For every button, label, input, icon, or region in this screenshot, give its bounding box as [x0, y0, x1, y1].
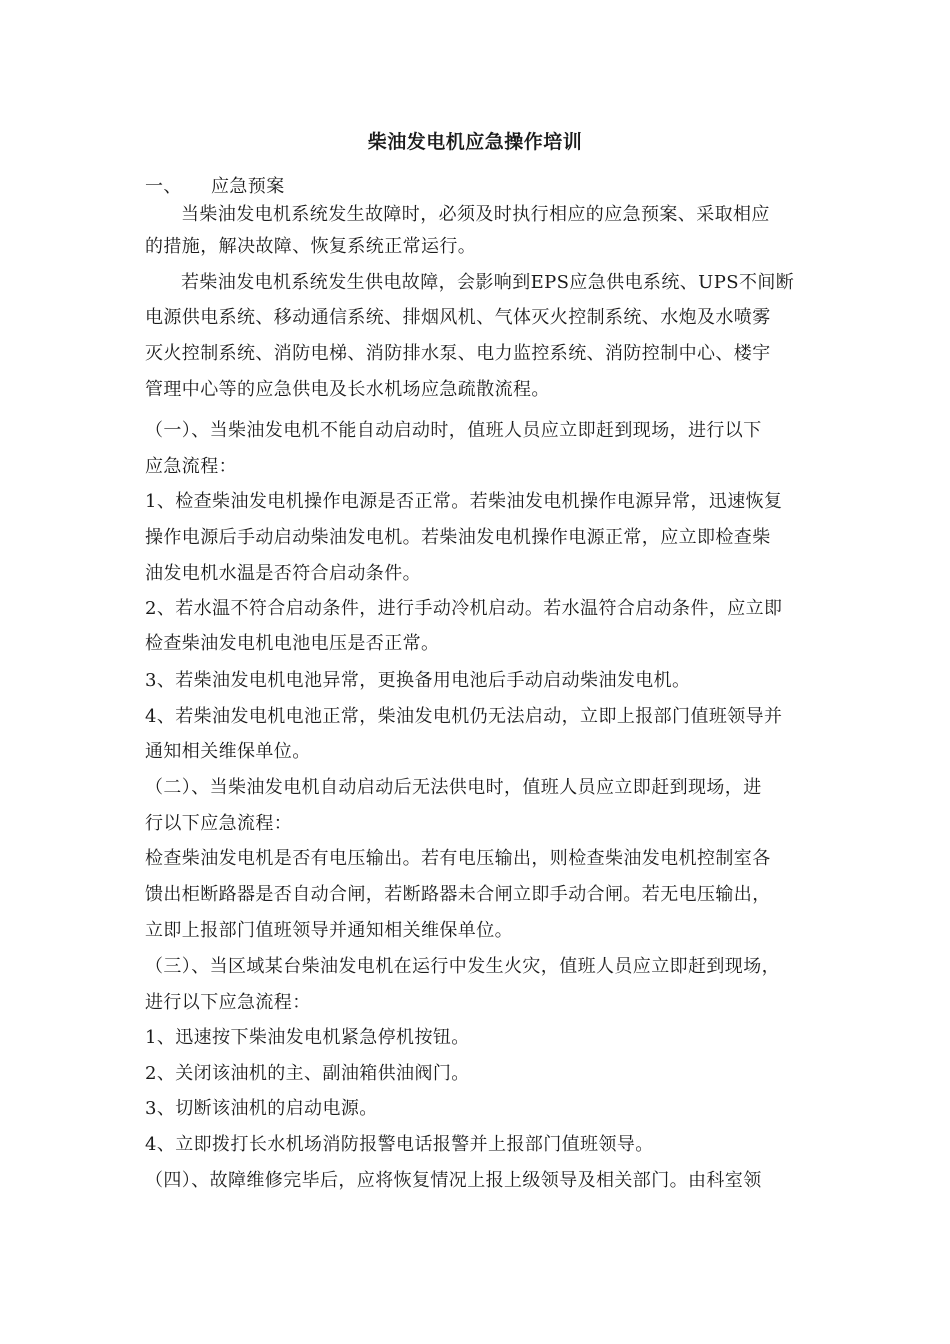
list-item-line: 1、检查柴油发电机操作电源是否正常。若柴油发电机操作电源异常，迅速恢复	[145, 491, 783, 512]
subsection-heading-2: （二）、当柴油发电机自动启动后无法供电时，值班人员应立即赶到现场，进	[145, 777, 762, 798]
section-heading-1	[145, 176, 285, 198]
subsection-heading-4: （四）、故障维修完毕后，应将恢复情况上报上级领导及相关部门。由科室领	[145, 1170, 762, 1191]
section-number: 一、	[145, 176, 182, 197]
list-item-line: 3、若柴油发电机电池异常，更换备用电池后手动启动柴油发电机。	[145, 670, 691, 691]
list-item-line: 检查柴油发电机电池电压是否正常。	[145, 633, 440, 654]
paragraph-line: 灭火控制系统、消防电梯、消防排水泵、电力监控系统、消防控制中心、楼宇	[145, 343, 771, 364]
document-title: 柴油发电机应急操作培训	[367, 131, 583, 153]
paragraph-line: 行以下应急流程：	[145, 813, 293, 834]
subsection-heading-3: （三）、当区域某台柴油发电机在运行中发生火灾，值班人员应立即赶到现场，	[145, 956, 780, 977]
list-item-line: 1、迅速按下柴油发电机紧急停机按钮。	[145, 1027, 470, 1048]
subsection-heading-1: （一）、当柴油发电机不能自动启动时，值班人员应立即赶到现场，进行以下	[145, 420, 762, 441]
list-item-line: 2、关闭该油机的主、副油箱供油阀门。	[145, 1063, 470, 1084]
paragraph-line: 检查柴油发电机是否有电压输出。若有电压输出，则检查柴油发电机控制室各	[145, 848, 771, 869]
paragraph-line: 若柴油发电机系统发生供电故障，会影响到EPS应急供电系统、UPS不间断	[181, 272, 795, 293]
list-item-line: 2、若水温不符合启动条件，进行手动冷机启动。若水温符合启动条件，应立即	[145, 598, 783, 619]
paragraph-line: 的措施，解决故障、恢复系统正常运行。	[145, 236, 477, 257]
paragraph-line: 管理中心等的应急供电及长水机场应急疏散流程。	[145, 379, 550, 400]
list-item-line: 通知相关维保单位。	[145, 741, 311, 762]
list-item-line: 油发电机水温是否符合启动条件。	[145, 563, 421, 584]
paragraph-line: 进行以下应急流程：	[145, 992, 311, 1013]
paragraph-line: 立即上报部门值班领导并通知相关维保单位。	[145, 920, 513, 941]
paragraph-line: 当柴油发电机系统发生故障时，必须及时执行相应的应急预案、采取相应	[181, 204, 770, 225]
list-item-line: 4、立即拨打长水机场消防报警电话报警并上报部门值班领导。	[145, 1134, 654, 1155]
list-item-line: 4、若柴油发电机电池正常，柴油发电机仍无法启动，立即上报部门值班领导并	[145, 706, 783, 727]
list-item-line: 操作电源后手动启动柴油发电机。若柴油发电机操作电源正常，应立即检查柴	[145, 527, 771, 548]
list-item-line: 3、切断该油机的启动电源。	[145, 1098, 378, 1119]
paragraph-line: 电源供电系统、移动通信系统、排烟风机、气体灭火控制系统、水炮及水喷雾	[145, 307, 771, 328]
paragraph-line: 应急流程：	[145, 456, 237, 477]
paragraph-line: 馈出柜断路器是否自动合闸，若断路器未合闸立即手动合闸。若无电压输出，	[145, 884, 771, 905]
section-title: 应急预案	[211, 176, 285, 197]
